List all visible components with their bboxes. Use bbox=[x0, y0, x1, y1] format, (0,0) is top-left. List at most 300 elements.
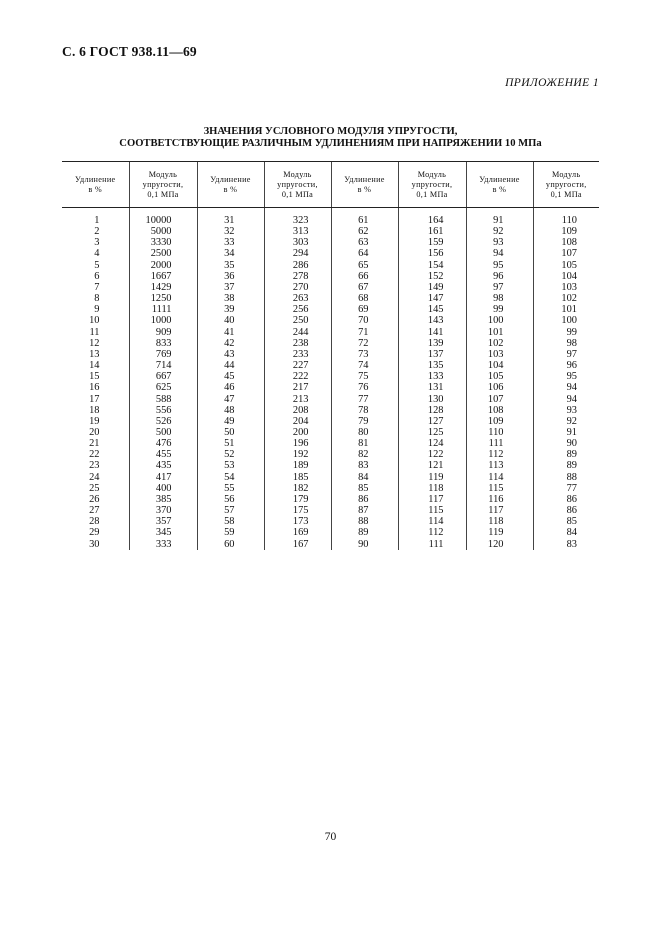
elongation-cell: 69 bbox=[331, 304, 398, 315]
elongation-cell: 30 bbox=[89, 538, 100, 550]
modulus-cell: 385 bbox=[129, 494, 197, 505]
header-elongation bbox=[197, 162, 264, 208]
modulus-cell: 526 bbox=[129, 416, 197, 427]
table-row bbox=[62, 416, 599, 427]
header-line: упругости, bbox=[142, 179, 184, 189]
elongation-cell: 49 bbox=[197, 416, 264, 427]
modulus-cell: 182 bbox=[264, 483, 331, 494]
elongation-cell: 100 bbox=[466, 315, 533, 326]
modulus-cell: 125 bbox=[398, 427, 466, 438]
elongation-cell: 74 bbox=[331, 360, 398, 371]
table-row bbox=[62, 271, 599, 282]
page-number: 70 bbox=[324, 831, 337, 843]
modulus-cell: 100 bbox=[533, 315, 599, 326]
elongation-cell: 60 bbox=[197, 539, 264, 550]
modulus-cell: 84 bbox=[533, 527, 599, 538]
modulus-cell: 159 bbox=[398, 237, 466, 248]
elongation-cell: 117 bbox=[466, 505, 533, 516]
header-line: 0,1 МПа bbox=[416, 189, 448, 199]
modulus-cell: 145 bbox=[398, 304, 466, 315]
elongation-cell: 50 bbox=[197, 427, 264, 438]
elongation-cell: 37 bbox=[197, 282, 264, 293]
modulus-cell: 169 bbox=[264, 527, 331, 538]
elongation-cell: 59 bbox=[197, 527, 264, 538]
modulus-cell: 1667 bbox=[129, 271, 197, 282]
header-line: 0,1 МПа bbox=[281, 189, 314, 199]
elongation-cell: 20 bbox=[89, 426, 100, 438]
modulus-cell: 121 bbox=[398, 460, 466, 471]
elongation-cell: 90 bbox=[331, 539, 398, 550]
modulus-cell: 139 bbox=[398, 338, 466, 349]
elongation-cell: 31 bbox=[197, 208, 264, 227]
elongation-cell: 62 bbox=[331, 226, 398, 237]
table-row bbox=[62, 516, 599, 527]
header-modulus bbox=[533, 162, 599, 208]
elongation-cell: 14 bbox=[89, 360, 100, 372]
elongation-cell: 115 bbox=[466, 483, 533, 494]
modulus-cell: 115 bbox=[398, 505, 466, 516]
table-row bbox=[62, 394, 599, 405]
elongation-cell: 18 bbox=[89, 404, 100, 416]
modulus-cell: 91 bbox=[533, 427, 599, 438]
elongation-cell: 7 bbox=[94, 281, 100, 293]
elongation-cell: 6 bbox=[94, 270, 100, 282]
elongation-cell: 91 bbox=[466, 208, 533, 227]
table-title-line-1: ЗНАЧЕНИЯ УСЛОВНОГО МОДУЛЯ УПРУГОСТИ, bbox=[203, 126, 458, 137]
modulus-cell: 179 bbox=[264, 494, 331, 505]
elongation-cell: 71 bbox=[331, 327, 398, 338]
modulus-cell: 92 bbox=[533, 416, 599, 427]
modulus-cell: 102 bbox=[533, 293, 599, 304]
elongation-cell: 98 bbox=[466, 293, 533, 304]
modulus-cell: 141 bbox=[398, 327, 466, 338]
modulus-cell: 357 bbox=[129, 516, 197, 527]
elongation-cell: 4 bbox=[94, 248, 100, 260]
elongation-cell: 82 bbox=[331, 449, 398, 460]
modulus-cell: 94 bbox=[533, 394, 599, 405]
modulus-cell: 110 bbox=[533, 208, 599, 227]
elongation-cell: 80 bbox=[331, 427, 398, 438]
elongation-cell: 93 bbox=[466, 237, 533, 248]
elongation-cell: 83 bbox=[331, 460, 398, 471]
elongation-cell: 66 bbox=[331, 271, 398, 282]
elongation-cell: 22 bbox=[89, 449, 100, 461]
elongation-cell: 55 bbox=[197, 483, 264, 494]
modulus-cell: 114 bbox=[398, 516, 466, 527]
elongation-cell: 56 bbox=[197, 494, 264, 505]
elongation-cell: 96 bbox=[466, 271, 533, 282]
elongation-cell: 43 bbox=[197, 349, 264, 360]
elongation-cell: 17 bbox=[89, 393, 100, 405]
header-line: Модуль bbox=[148, 169, 178, 179]
elongation-cell: 35 bbox=[197, 260, 264, 271]
table-row bbox=[62, 539, 599, 550]
elongation-cell: 92 bbox=[466, 226, 533, 237]
table-row bbox=[62, 527, 599, 538]
table-row bbox=[62, 483, 599, 494]
elongation-cell: 87 bbox=[331, 505, 398, 516]
table-row bbox=[62, 315, 599, 326]
table-row bbox=[62, 371, 599, 382]
table-row bbox=[62, 405, 599, 416]
modulus-cell: 3330 bbox=[129, 237, 197, 248]
elongation-cell: 102 bbox=[466, 338, 533, 349]
header-line: Модуль bbox=[552, 169, 581, 179]
header-line: упругости, bbox=[277, 179, 318, 189]
modulus-cell: 86 bbox=[533, 505, 599, 516]
modulus-cell: 122 bbox=[398, 449, 466, 460]
modulus-cell: 130 bbox=[398, 394, 466, 405]
modulus-cell: 769 bbox=[129, 349, 197, 360]
modulus-cell: 88 bbox=[533, 472, 599, 483]
modulus-cell: 133 bbox=[398, 371, 466, 382]
modulus-cell: 175 bbox=[264, 505, 331, 516]
modulus-cell: 833 bbox=[129, 338, 197, 349]
table-header-row bbox=[62, 162, 599, 208]
table-body bbox=[62, 208, 599, 550]
elongation-cell: 51 bbox=[197, 438, 264, 449]
modulus-cell: 85 bbox=[533, 516, 599, 527]
modulus-cell: 98 bbox=[533, 338, 599, 349]
table-row bbox=[62, 304, 599, 315]
modulus-cell: 95 bbox=[533, 371, 599, 382]
modulus-cell: 137 bbox=[398, 349, 466, 360]
elongation-cell: 58 bbox=[197, 516, 264, 527]
elongation-cell: 72 bbox=[331, 338, 398, 349]
modulus-cell: 131 bbox=[398, 382, 466, 393]
modulus-cell: 208 bbox=[264, 405, 331, 416]
elongation-cell: 15 bbox=[89, 371, 100, 383]
modulus-cell: 112 bbox=[398, 527, 466, 538]
table-row bbox=[62, 382, 599, 393]
modulus-cell: 149 bbox=[398, 282, 466, 293]
elongation-cell: 11 bbox=[89, 326, 100, 338]
elongation-cell: 40 bbox=[197, 315, 264, 326]
header-modulus bbox=[129, 162, 197, 208]
table-row bbox=[62, 438, 599, 449]
modulus-cell: 107 bbox=[533, 248, 599, 259]
header-line: Модуль bbox=[417, 169, 447, 179]
modulus-cell: 714 bbox=[129, 360, 197, 371]
elongation-cell: 8 bbox=[94, 293, 100, 305]
modulus-cell: 625 bbox=[129, 382, 197, 393]
table-row bbox=[62, 293, 599, 304]
modulus-cell: 303 bbox=[264, 237, 331, 248]
elongation-cell: 23 bbox=[89, 460, 100, 472]
modulus-cell: 556 bbox=[129, 405, 197, 416]
table-row bbox=[62, 460, 599, 471]
modulus-cell: 213 bbox=[264, 394, 331, 405]
modulus-cell: 93 bbox=[533, 405, 599, 416]
table-row bbox=[62, 208, 599, 227]
modulus-cell: 196 bbox=[264, 438, 331, 449]
elongation-cell: 33 bbox=[197, 237, 264, 248]
table-row bbox=[62, 427, 599, 438]
elongation-cell: 36 bbox=[197, 271, 264, 282]
modulus-cell: 455 bbox=[129, 449, 197, 460]
elongation-cell: 108 bbox=[466, 405, 533, 416]
elongation-cell: 61 bbox=[331, 208, 398, 227]
table-row bbox=[62, 349, 599, 360]
header-line: Удлинение bbox=[75, 174, 116, 184]
modulus-cell: 86 bbox=[533, 494, 599, 505]
elongation-cell: 86 bbox=[331, 494, 398, 505]
modulus-cell: 128 bbox=[398, 405, 466, 416]
modulus-cell: 313 bbox=[264, 226, 331, 237]
header-line: в % bbox=[223, 184, 238, 194]
modulus-cell: 217 bbox=[264, 382, 331, 393]
elongation-cell: 76 bbox=[331, 382, 398, 393]
modulus-cell: 192 bbox=[264, 449, 331, 460]
elongation-cell: 106 bbox=[466, 382, 533, 393]
elongation-cell: 63 bbox=[331, 237, 398, 248]
modulus-cell: 167 bbox=[264, 539, 331, 550]
elongation-cell: 47 bbox=[197, 394, 264, 405]
elongation-cell: 45 bbox=[197, 371, 264, 382]
table-row bbox=[62, 338, 599, 349]
modulus-cell: 345 bbox=[129, 527, 197, 538]
header-elongation bbox=[466, 162, 533, 208]
table-row bbox=[62, 449, 599, 460]
elongation-cell: 29 bbox=[89, 527, 100, 539]
header-line: Удлинение bbox=[344, 174, 385, 184]
elongation-cell: 1 bbox=[94, 215, 100, 226]
modulus-cell: 77 bbox=[533, 483, 599, 494]
modulus-cell: 109 bbox=[533, 226, 599, 237]
table-row bbox=[62, 360, 599, 371]
modulus-cell: 117 bbox=[398, 494, 466, 505]
elongation-cell: 32 bbox=[197, 226, 264, 237]
modulus-cell: 400 bbox=[129, 483, 197, 494]
modulus-cell: 227 bbox=[264, 360, 331, 371]
elongation-cell: 77 bbox=[331, 394, 398, 405]
table-header bbox=[62, 162, 599, 208]
elongation-cell: 81 bbox=[331, 438, 398, 449]
elongation-cell: 65 bbox=[331, 260, 398, 271]
elongation-cell: 54 bbox=[197, 472, 264, 483]
elongation-cell: 57 bbox=[197, 505, 264, 516]
elongation-cell: 119 bbox=[466, 527, 533, 538]
elongation-cell: 9 bbox=[94, 304, 100, 316]
elongation-cell: 52 bbox=[197, 449, 264, 460]
header-elongation bbox=[62, 162, 129, 208]
modulus-cell: 89 bbox=[533, 449, 599, 460]
modulus-cell: 256 bbox=[264, 304, 331, 315]
modulus-cell: 96 bbox=[533, 360, 599, 371]
modulus-cell: 200 bbox=[264, 427, 331, 438]
elongation-cell: 53 bbox=[197, 460, 264, 471]
document-header-id: С. 6 ГОСТ 938.11—69 bbox=[62, 44, 197, 59]
elongation-cell: 112 bbox=[466, 449, 533, 460]
elongation-cell: 73 bbox=[331, 349, 398, 360]
elongation-cell: 85 bbox=[331, 483, 398, 494]
header-line: в % bbox=[88, 184, 103, 194]
elongation-cell: 116 bbox=[466, 494, 533, 505]
header-line: в % bbox=[357, 184, 372, 194]
elongation-cell: 68 bbox=[331, 293, 398, 304]
elongation-cell: 28 bbox=[89, 516, 100, 528]
elongation-cell: 94 bbox=[466, 248, 533, 259]
elongation-cell: 103 bbox=[466, 349, 533, 360]
modulus-cell: 118 bbox=[398, 483, 466, 494]
elongation-cell: 88 bbox=[331, 516, 398, 527]
elongation-cell: 89 bbox=[331, 527, 398, 538]
modulus-cell: 156 bbox=[398, 248, 466, 259]
elasticity-modulus-table bbox=[62, 161, 599, 550]
modulus-cell: 1429 bbox=[129, 282, 197, 293]
modulus-cell: 173 bbox=[264, 516, 331, 527]
elongation-cell: 107 bbox=[466, 394, 533, 405]
elongation-cell: 10 bbox=[89, 315, 100, 327]
header-line: Удлинение bbox=[210, 174, 251, 184]
elongation-cell: 13 bbox=[89, 348, 100, 360]
elongation-cell: 110 bbox=[466, 427, 533, 438]
modulus-cell: 90 bbox=[533, 438, 599, 449]
modulus-cell: 667 bbox=[129, 371, 197, 382]
modulus-cell: 154 bbox=[398, 260, 466, 271]
modulus-cell: 99 bbox=[533, 327, 599, 338]
elongation-cell: 105 bbox=[466, 371, 533, 382]
modulus-cell: 588 bbox=[129, 394, 197, 405]
modulus-cell: 233 bbox=[264, 349, 331, 360]
modulus-cell: 333 bbox=[129, 539, 197, 550]
elongation-cell: 99 bbox=[466, 304, 533, 315]
elongation-cell: 44 bbox=[197, 360, 264, 371]
modulus-cell: 500 bbox=[129, 427, 197, 438]
header-line: упругости, bbox=[545, 179, 587, 189]
elongation-cell: 27 bbox=[89, 505, 100, 517]
table-row bbox=[62, 260, 599, 271]
modulus-cell: 222 bbox=[264, 371, 331, 382]
table-row bbox=[62, 505, 599, 516]
elongation-cell: 78 bbox=[331, 405, 398, 416]
header-line: в % bbox=[492, 184, 507, 194]
modulus-cell: 89 bbox=[533, 460, 599, 471]
modulus-cell: 143 bbox=[398, 315, 466, 326]
modulus-cell: 1000 bbox=[129, 315, 197, 326]
elongation-cell: 38 bbox=[197, 293, 264, 304]
elongation-cell: 34 bbox=[197, 248, 264, 259]
modulus-cell: 94 bbox=[533, 382, 599, 393]
elongation-cell: 104 bbox=[466, 360, 533, 371]
elongation-cell: 26 bbox=[89, 493, 100, 505]
table-row bbox=[62, 472, 599, 483]
elongation-cell: 48 bbox=[197, 405, 264, 416]
elongation-cell: 5 bbox=[94, 259, 100, 271]
elongation-cell: 12 bbox=[89, 337, 100, 349]
elongation-cell: 120 bbox=[466, 539, 533, 550]
elongation-cell: 111 bbox=[466, 438, 533, 449]
elongation-cell: 2 bbox=[94, 226, 100, 238]
modulus-cell: 97 bbox=[533, 349, 599, 360]
modulus-cell: 127 bbox=[398, 416, 466, 427]
table-row bbox=[62, 494, 599, 505]
elongation-cell: 79 bbox=[331, 416, 398, 427]
modulus-cell: 1250 bbox=[129, 293, 197, 304]
modulus-cell: 111 bbox=[398, 539, 466, 550]
elongation-cell: 109 bbox=[466, 416, 533, 427]
elongation-cell: 41 bbox=[197, 327, 264, 338]
modulus-cell: 185 bbox=[264, 472, 331, 483]
modulus-cell: 417 bbox=[129, 472, 197, 483]
modulus-cell: 135 bbox=[398, 360, 466, 371]
modulus-cell: 2500 bbox=[129, 248, 197, 259]
header-line: Модуль bbox=[283, 169, 312, 179]
modulus-cell: 161 bbox=[398, 226, 466, 237]
elongation-cell: 46 bbox=[197, 382, 264, 393]
modulus-cell: 476 bbox=[129, 438, 197, 449]
elongation-cell: 3 bbox=[94, 237, 100, 249]
modulus-cell: 286 bbox=[264, 260, 331, 271]
modulus-cell: 103 bbox=[533, 282, 599, 293]
elongation-cell: 21 bbox=[89, 438, 100, 450]
elongation-cell: 67 bbox=[331, 282, 398, 293]
elongation-cell: 101 bbox=[466, 327, 533, 338]
header-line: упругости, bbox=[411, 179, 453, 189]
table-row bbox=[62, 237, 599, 248]
modulus-cell: 294 bbox=[264, 248, 331, 259]
modulus-cell: 105 bbox=[533, 260, 599, 271]
modulus-cell: 238 bbox=[264, 338, 331, 349]
elongation-cell: 42 bbox=[197, 338, 264, 349]
modulus-cell: 909 bbox=[129, 327, 197, 338]
modulus-cell: 263 bbox=[264, 293, 331, 304]
modulus-cell: 108 bbox=[533, 237, 599, 248]
elongation-cell: 95 bbox=[466, 260, 533, 271]
elongation-cell: 97 bbox=[466, 282, 533, 293]
modulus-cell: 250 bbox=[264, 315, 331, 326]
modulus-cell: 370 bbox=[129, 505, 197, 516]
modulus-cell: 104 bbox=[533, 271, 599, 282]
modulus-cell: 323 bbox=[264, 208, 331, 227]
elongation-cell: 19 bbox=[89, 415, 100, 427]
modulus-cell: 152 bbox=[398, 271, 466, 282]
elongation-cell: 25 bbox=[89, 482, 100, 494]
elongation-cell: 24 bbox=[89, 471, 100, 483]
table-row bbox=[62, 282, 599, 293]
modulus-cell: 101 bbox=[533, 304, 599, 315]
modulus-cell: 5000 bbox=[129, 226, 197, 237]
header-line: 0,1 МПа bbox=[550, 189, 582, 199]
appendix-label: ПРИЛОЖЕНИЕ 1 bbox=[505, 77, 599, 89]
elongation-cell: 16 bbox=[89, 382, 100, 394]
header-elongation bbox=[331, 162, 398, 208]
table-row bbox=[62, 226, 599, 237]
modulus-cell: 2000 bbox=[129, 260, 197, 271]
table-title-line-2: СООТВЕТСТВУЮЩИЕ РАЗЛИЧНЫМ УДЛИНЕНИЯМ ПРИ НАПРЯЖЕНИИ 10 МПа bbox=[119, 138, 542, 149]
modulus-cell: 164 bbox=[398, 208, 466, 227]
modulus-cell: 204 bbox=[264, 416, 331, 427]
elongation-cell: 75 bbox=[331, 371, 398, 382]
modulus-cell: 270 bbox=[264, 282, 331, 293]
modulus-cell: 147 bbox=[398, 293, 466, 304]
elongation-cell: 70 bbox=[331, 315, 398, 326]
modulus-cell: 83 bbox=[533, 539, 599, 550]
modulus-cell: 278 bbox=[264, 271, 331, 282]
header-modulus bbox=[398, 162, 466, 208]
header-line: 0,1 МПа bbox=[147, 189, 179, 199]
header-line: Удлинение bbox=[479, 174, 520, 184]
modulus-cell: 124 bbox=[398, 438, 466, 449]
elongation-cell: 118 bbox=[466, 516, 533, 527]
elongation-cell: 113 bbox=[466, 460, 533, 471]
elongation-cell: 64 bbox=[331, 248, 398, 259]
elongation-cell: 39 bbox=[197, 304, 264, 315]
modulus-cell: 435 bbox=[129, 460, 197, 471]
modulus-cell: 1111 bbox=[129, 304, 197, 315]
elongation-cell: 114 bbox=[466, 472, 533, 483]
modulus-cell: 10000 bbox=[129, 208, 197, 227]
